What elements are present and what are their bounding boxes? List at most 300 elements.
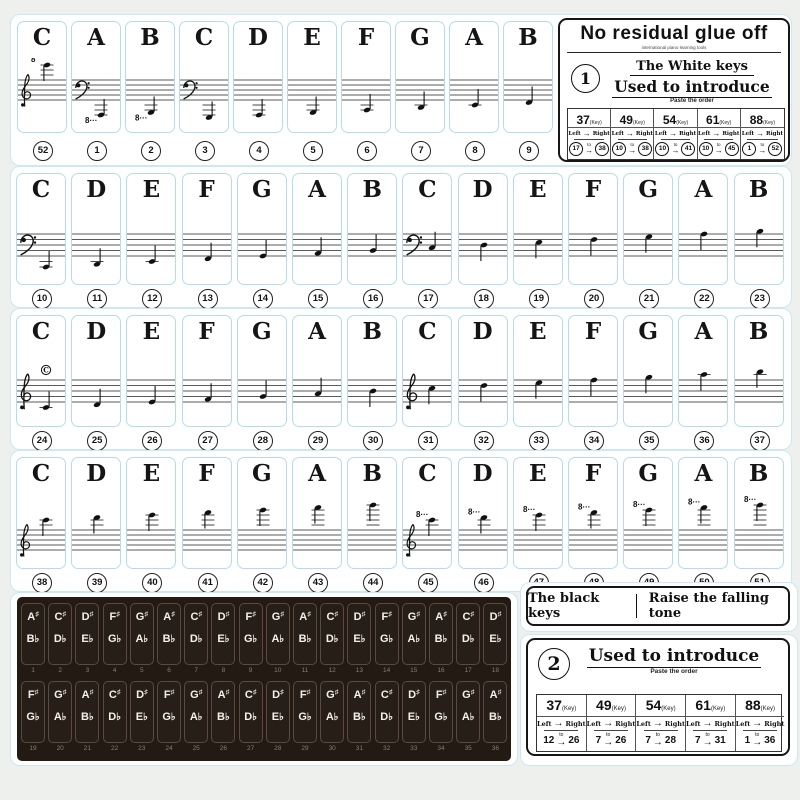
staff-notation (182, 210, 232, 284)
black-sticker-number: 14 (382, 667, 391, 674)
sharp-icon: ♯ (171, 611, 175, 618)
note-letter: F (584, 318, 602, 345)
flat-label: B♭ (353, 711, 366, 723)
black-sticker-number: 15 (410, 667, 418, 674)
flat-icon: ♭ (361, 712, 366, 723)
right-arrow-icon: → (714, 146, 723, 156)
sharp-label: A♯ (299, 611, 311, 623)
left-right-label: Left → Right (686, 718, 735, 729)
black-sticker-number: 35 (464, 745, 472, 752)
white-key-sticker (179, 21, 229, 133)
flat-label: A♭ (135, 633, 149, 645)
sharp-icon: ♯ (334, 689, 339, 696)
left-right-label: Left → Right (735, 718, 785, 729)
black-sticker-number: 33 (410, 745, 418, 752)
flat-icon: ♭ (333, 712, 339, 723)
black-sticker-number: 16 (437, 667, 445, 674)
key-count-column (568, 109, 611, 159)
sticker-number: 4 (249, 141, 269, 161)
white-key-sticker (341, 21, 391, 133)
staff-notation (623, 210, 673, 284)
note-letter: A (694, 176, 713, 203)
black-sticker-number: 18 (491, 667, 499, 674)
column-header: 37(Key) (537, 695, 586, 717)
flat-label: D♭ (53, 633, 67, 645)
black-sticker-number: 3 (85, 667, 90, 674)
sharp-icon: ♯ (307, 611, 311, 618)
staff-notation (623, 352, 673, 426)
sticker-number: 14 (253, 289, 273, 309)
note-letter: G (638, 460, 659, 487)
right-arrow-icon: → (625, 129, 634, 138)
key-count-column (654, 109, 697, 159)
sticker-number: 7 (411, 141, 431, 161)
sharp-label: F♯ (435, 689, 447, 701)
white-key-row-2 (10, 166, 792, 308)
left-right-label: Left → Right (654, 129, 697, 138)
white-keys-heading: The White keys (630, 58, 754, 76)
white-key-sticker (287, 21, 337, 133)
flat-label: A♭ (325, 711, 339, 723)
staff-notation (513, 494, 563, 568)
right-arrow-icon: → (669, 129, 678, 138)
black-key-sticker (157, 681, 181, 743)
sharp-label: C♯ (244, 689, 257, 701)
white-key-sticker (623, 315, 673, 427)
note-letter: C (418, 318, 437, 345)
staff-notation (449, 58, 499, 132)
key-count-column (736, 695, 785, 751)
black-sticker-number: 20 (56, 745, 64, 752)
sticker-number: 16 (363, 289, 383, 309)
sharp-icon: ♯ (306, 689, 311, 696)
sharp-icon: ♯ (442, 689, 447, 696)
to-arrow: to → (603, 732, 614, 748)
white-key-sticker (347, 315, 397, 427)
black-key-sticker (266, 681, 290, 743)
octave-mark: 8··· (688, 497, 701, 507)
to-arrow: to → (628, 141, 637, 156)
note-letter: F (198, 318, 215, 345)
white-key-sticker (678, 457, 728, 569)
black-sticker-number: 11 (301, 667, 309, 674)
note-letter: G (251, 460, 272, 487)
sharp-label: D♯ (272, 689, 284, 701)
from-number: 1 (742, 142, 756, 156)
svg-text:C: C (43, 365, 49, 375)
white-key-sticker (402, 315, 452, 427)
flat-label: E♭ (81, 633, 94, 645)
note-letter: D (248, 24, 268, 51)
divider (594, 730, 628, 731)
paste-range (596, 733, 627, 748)
left-right-label: Left → Right (586, 718, 636, 729)
to-arrow: to → (752, 732, 763, 748)
treble-clef-icon (406, 374, 416, 409)
flat-icon: ♭ (306, 712, 312, 723)
staff-notation (347, 494, 397, 568)
right-arrow-icon: → (628, 146, 637, 156)
divider (693, 730, 727, 731)
sharp-icon: ♯ (198, 611, 202, 618)
staff-notation (233, 58, 283, 132)
staff-notation (513, 210, 563, 284)
flat-label: G♭ (434, 711, 448, 723)
staff-notation (16, 494, 66, 568)
white-key-sticker (402, 457, 452, 569)
flat-icon: ♭ (252, 712, 257, 723)
black-key-sticker (320, 603, 344, 665)
black-sticker-number: 34 (437, 745, 445, 752)
staff-notation (458, 352, 508, 426)
right-arrow-icon: → (752, 737, 763, 748)
sticker-number: 10 (32, 289, 52, 309)
white-key-sticker (347, 173, 397, 285)
sharp-label: G♯ (54, 689, 67, 701)
sharp-label: C♯ (54, 611, 66, 623)
staff-notation (458, 210, 508, 284)
black-sticker-number: 9 (248, 667, 253, 674)
white-key-sticker (395, 21, 445, 133)
column-header: 54(Key) (654, 109, 696, 128)
flat-icon: ♭ (306, 634, 312, 645)
from-number: 17 (569, 142, 583, 156)
note-letter: C (418, 176, 437, 203)
sharp-label: C♯ (380, 689, 393, 701)
white-key-sticker (513, 173, 563, 285)
right-arrow-icon: → (758, 146, 767, 156)
black-sticker-number: 32 (382, 745, 391, 752)
sharp-label: G♯ (271, 611, 284, 623)
to-arrow: to → (702, 732, 713, 748)
note-letter: E (529, 460, 547, 487)
divider (567, 52, 781, 53)
black-key-sticker (21, 681, 45, 743)
flat-label: A♭ (461, 711, 475, 723)
staff-notation (402, 494, 452, 568)
black-key-sticker (184, 681, 208, 743)
sharp-label: A♯ (489, 689, 502, 701)
black-key-sticker (239, 681, 263, 743)
sharp-label: F♯ (163, 689, 175, 701)
flat-label: D♭ (325, 633, 339, 645)
staff-notation (237, 494, 287, 568)
flat-icon: ♭ (252, 634, 258, 645)
right-arrow-icon: → (556, 737, 567, 748)
left-right-label: Left → Right (611, 129, 653, 138)
flat-label: G♭ (379, 633, 394, 645)
white-key-sticker (16, 173, 66, 285)
note-letter: C (31, 318, 51, 345)
sharp-icon: ♯ (144, 611, 148, 618)
white-key-sticker (292, 173, 342, 285)
staff-notation (292, 210, 342, 284)
sticker-number: 35 (639, 431, 659, 451)
black-key-sticker (456, 681, 480, 743)
sharp-label: A♯ (81, 689, 94, 701)
sharp-icon: ♯ (252, 689, 257, 696)
to-number: 36 (764, 735, 776, 746)
staff-notation (402, 352, 452, 426)
white-key-sticker (16, 315, 66, 427)
white-key-sticker (126, 173, 176, 285)
paste-range (543, 733, 579, 748)
black-sticker-number: 13 (355, 667, 363, 674)
step-badge: 1 (571, 64, 600, 93)
sharp-icon: ♯ (416, 611, 420, 618)
white-key-sticker (734, 457, 784, 569)
sharp-label: D♯ (353, 611, 366, 623)
black-key-sticker (211, 603, 235, 665)
white-key-sticker (734, 173, 784, 285)
from-number: 1 (744, 735, 751, 746)
flat-label: B♭ (162, 633, 176, 645)
flat-icon: ♭ (88, 634, 94, 645)
white-key-sticker (237, 315, 287, 427)
divider (574, 139, 604, 140)
sticker-number: 27 (198, 431, 218, 451)
white-key-sticker (237, 173, 287, 285)
black-key-sticker (347, 603, 371, 665)
column-header: 37(Key) (568, 109, 610, 128)
black-key-count-table (536, 694, 785, 752)
flat-label: D♭ (380, 711, 393, 723)
sticker-number: 19 (529, 289, 549, 309)
sharp-label: A♯ (435, 611, 447, 623)
to-arrow: to → (585, 141, 594, 156)
flat-icon: ♭ (170, 712, 176, 723)
flat-icon: ♭ (143, 634, 149, 645)
flat-icon: ♭ (442, 634, 448, 645)
to-number: 26 (568, 735, 580, 746)
sticker-number: 45 (418, 573, 438, 593)
black-sticker-number: 17 (464, 667, 472, 674)
left-right-label: Left → Right (741, 129, 784, 138)
note-letter: G (638, 318, 659, 345)
black-key-sticker (483, 603, 507, 665)
sticker-number: 29 (308, 431, 328, 451)
staff-notation (16, 352, 66, 426)
staff-notation (678, 494, 728, 568)
sharp-label: G♯ (326, 689, 339, 701)
sharp-icon: ♯ (62, 611, 66, 618)
sharp-icon: ♯ (252, 611, 256, 618)
black-sticker-number: 25 (192, 745, 200, 752)
black-key-sticker (456, 603, 480, 665)
black-sticker-number: 1 (31, 667, 35, 674)
sticker-number: 3 (195, 141, 215, 161)
note-letter: E (529, 176, 547, 203)
flat-icon: ♭ (224, 634, 230, 645)
note-letter: A (308, 176, 326, 203)
flat-label: E♭ (407, 711, 420, 723)
black-keys-sticker-block (17, 597, 511, 761)
paste-range (655, 142, 695, 156)
from-number: 12 (543, 735, 555, 746)
divider (661, 139, 691, 140)
black-sticker-number: 8 (221, 667, 226, 674)
right-arrow-icon: → (671, 146, 680, 156)
sharp-label: F♯ (245, 611, 256, 623)
note-letter: E (529, 318, 547, 345)
note-letter: B (748, 318, 769, 345)
black-key-sticker (402, 603, 426, 665)
staff-notation (179, 58, 229, 132)
sticker-number: 38 (32, 573, 52, 593)
sticker-number: 33 (529, 431, 549, 451)
column-header: 54(Key) (636, 695, 685, 717)
sharp-icon: ♯ (470, 611, 474, 618)
flat-icon: ♭ (415, 634, 421, 645)
staff-notation (458, 494, 508, 568)
right-arrow-icon: → (712, 129, 721, 138)
from-number: 10 (699, 142, 713, 156)
staff-notation (395, 58, 445, 132)
key-count-column (686, 695, 736, 751)
sharp-label: D♯ (217, 611, 230, 623)
black-sticker-number: 24 (165, 745, 173, 752)
sharp-icon: ♯ (116, 611, 120, 618)
black-key-sticker (266, 603, 290, 665)
black-key-sticker (429, 603, 453, 665)
sticker-number: 18 (474, 289, 494, 309)
octave-mark: 8··· (467, 507, 481, 517)
column-header: 88(Key) (736, 695, 785, 717)
to-number: 38 (595, 142, 609, 156)
to-number: 52 (768, 142, 782, 156)
sticker-number: 20 (584, 289, 604, 309)
flat-label: B♭ (26, 633, 40, 645)
key-count-column (611, 109, 654, 159)
from-number: 7 (645, 735, 651, 746)
black-key-sticker (375, 681, 399, 743)
white-key-sticker (513, 315, 563, 427)
flat-label: E♭ (353, 633, 366, 645)
black-key-sticker (75, 681, 99, 743)
black-sticker-number: 27 (246, 745, 255, 752)
white-key-sticker (17, 21, 67, 133)
note-letter: C (31, 176, 51, 203)
panel-title: No residual glue off (580, 23, 768, 44)
flat-icon: ♭ (469, 634, 475, 645)
sharp-icon: ♯ (144, 689, 148, 696)
staff-notation (503, 58, 553, 132)
note-letter: C (194, 24, 214, 51)
flat-icon: ♭ (116, 634, 122, 645)
to-arrow: to → (556, 732, 567, 748)
column-header: 88(Key) (741, 109, 784, 128)
staff-notation (292, 352, 342, 426)
right-arrow-icon: → (585, 146, 594, 156)
right-arrow-icon: → (756, 129, 765, 138)
divider (636, 594, 637, 618)
key-count-column (698, 109, 741, 159)
flat-icon: ♭ (415, 712, 420, 723)
flat-icon: ♭ (61, 634, 67, 645)
black-keys-title-box (526, 586, 790, 626)
black-key-sticker (483, 681, 507, 743)
flat-label: A♭ (189, 711, 203, 723)
note-letter: B (748, 460, 769, 487)
black-sticker-number: 7 (194, 667, 198, 674)
white-key-sticker (182, 315, 232, 427)
flat-icon: ♭ (225, 712, 230, 723)
left-right-label: Left → Right (636, 718, 686, 729)
sharp-icon: ♯ (280, 611, 284, 618)
sharp-label: A♯ (217, 689, 230, 701)
sharp-label: A♯ (353, 689, 366, 701)
sharp-label: G♯ (190, 689, 203, 701)
note-letter: D (86, 460, 107, 487)
flat-label: G♭ (298, 711, 312, 723)
divider (704, 139, 734, 140)
sticker-number: 12 (142, 289, 162, 309)
sharp-icon: ♯ (34, 689, 39, 696)
black-sticker-number: 6 (167, 667, 171, 674)
white-key-sticker (126, 457, 176, 569)
staff-notation (182, 352, 232, 426)
staff-notation (341, 58, 391, 132)
sharp-label: D♯ (136, 689, 148, 701)
sticker-number: 23 (750, 289, 770, 309)
column-header: 49(Key) (611, 109, 653, 128)
sharp-icon: ♯ (497, 689, 502, 696)
right-arrow-icon: → (702, 737, 713, 748)
white-key-row-4 (10, 450, 792, 592)
note-letter: D (86, 318, 107, 345)
sticker-number: 17 (418, 289, 438, 309)
sharp-icon: ♯ (388, 689, 393, 696)
key-count-column (587, 695, 637, 751)
flat-icon: ♭ (61, 712, 67, 723)
staff-notation (734, 352, 784, 426)
sticker-number: 26 (142, 431, 162, 451)
flat-label: E♭ (271, 711, 284, 723)
white-key-sticker (623, 173, 673, 285)
black-key-sticker (347, 681, 371, 743)
staff-notation (71, 494, 121, 568)
divider (544, 730, 578, 731)
sharp-icon: ♯ (198, 689, 203, 696)
flat-icon: ♭ (388, 634, 394, 645)
sharp-label: C♯ (108, 689, 121, 701)
sharp-icon: ♯ (89, 689, 94, 696)
note-letter: A (308, 460, 326, 487)
staff-notation (568, 210, 618, 284)
flat-icon: ♭ (279, 634, 285, 645)
white-key-sticker (233, 21, 283, 133)
black-sticker-number: 5 (139, 667, 144, 674)
sticker-number: 13 (198, 289, 218, 309)
left-right-label: Left → Right (537, 718, 586, 729)
right-arrow-icon: → (553, 718, 564, 729)
to-number: 45 (725, 142, 739, 156)
note-letter: A (694, 318, 713, 345)
staff-notation (734, 494, 784, 568)
white-key-sticker (182, 173, 232, 285)
staff-notation (237, 352, 287, 426)
note-letter: C (31, 460, 51, 487)
white-key-sticker (126, 315, 176, 427)
note-letter: D (472, 460, 493, 487)
sharp-label: G♯ (135, 611, 148, 623)
octave-mark: 8 (31, 58, 36, 64)
flat-label: B♭ (217, 711, 230, 723)
flat-label: B♭ (434, 633, 448, 645)
sharp-label: C♯ (462, 611, 474, 623)
black-keys-section (10, 592, 518, 766)
sharp-label: G♯ (462, 689, 475, 701)
